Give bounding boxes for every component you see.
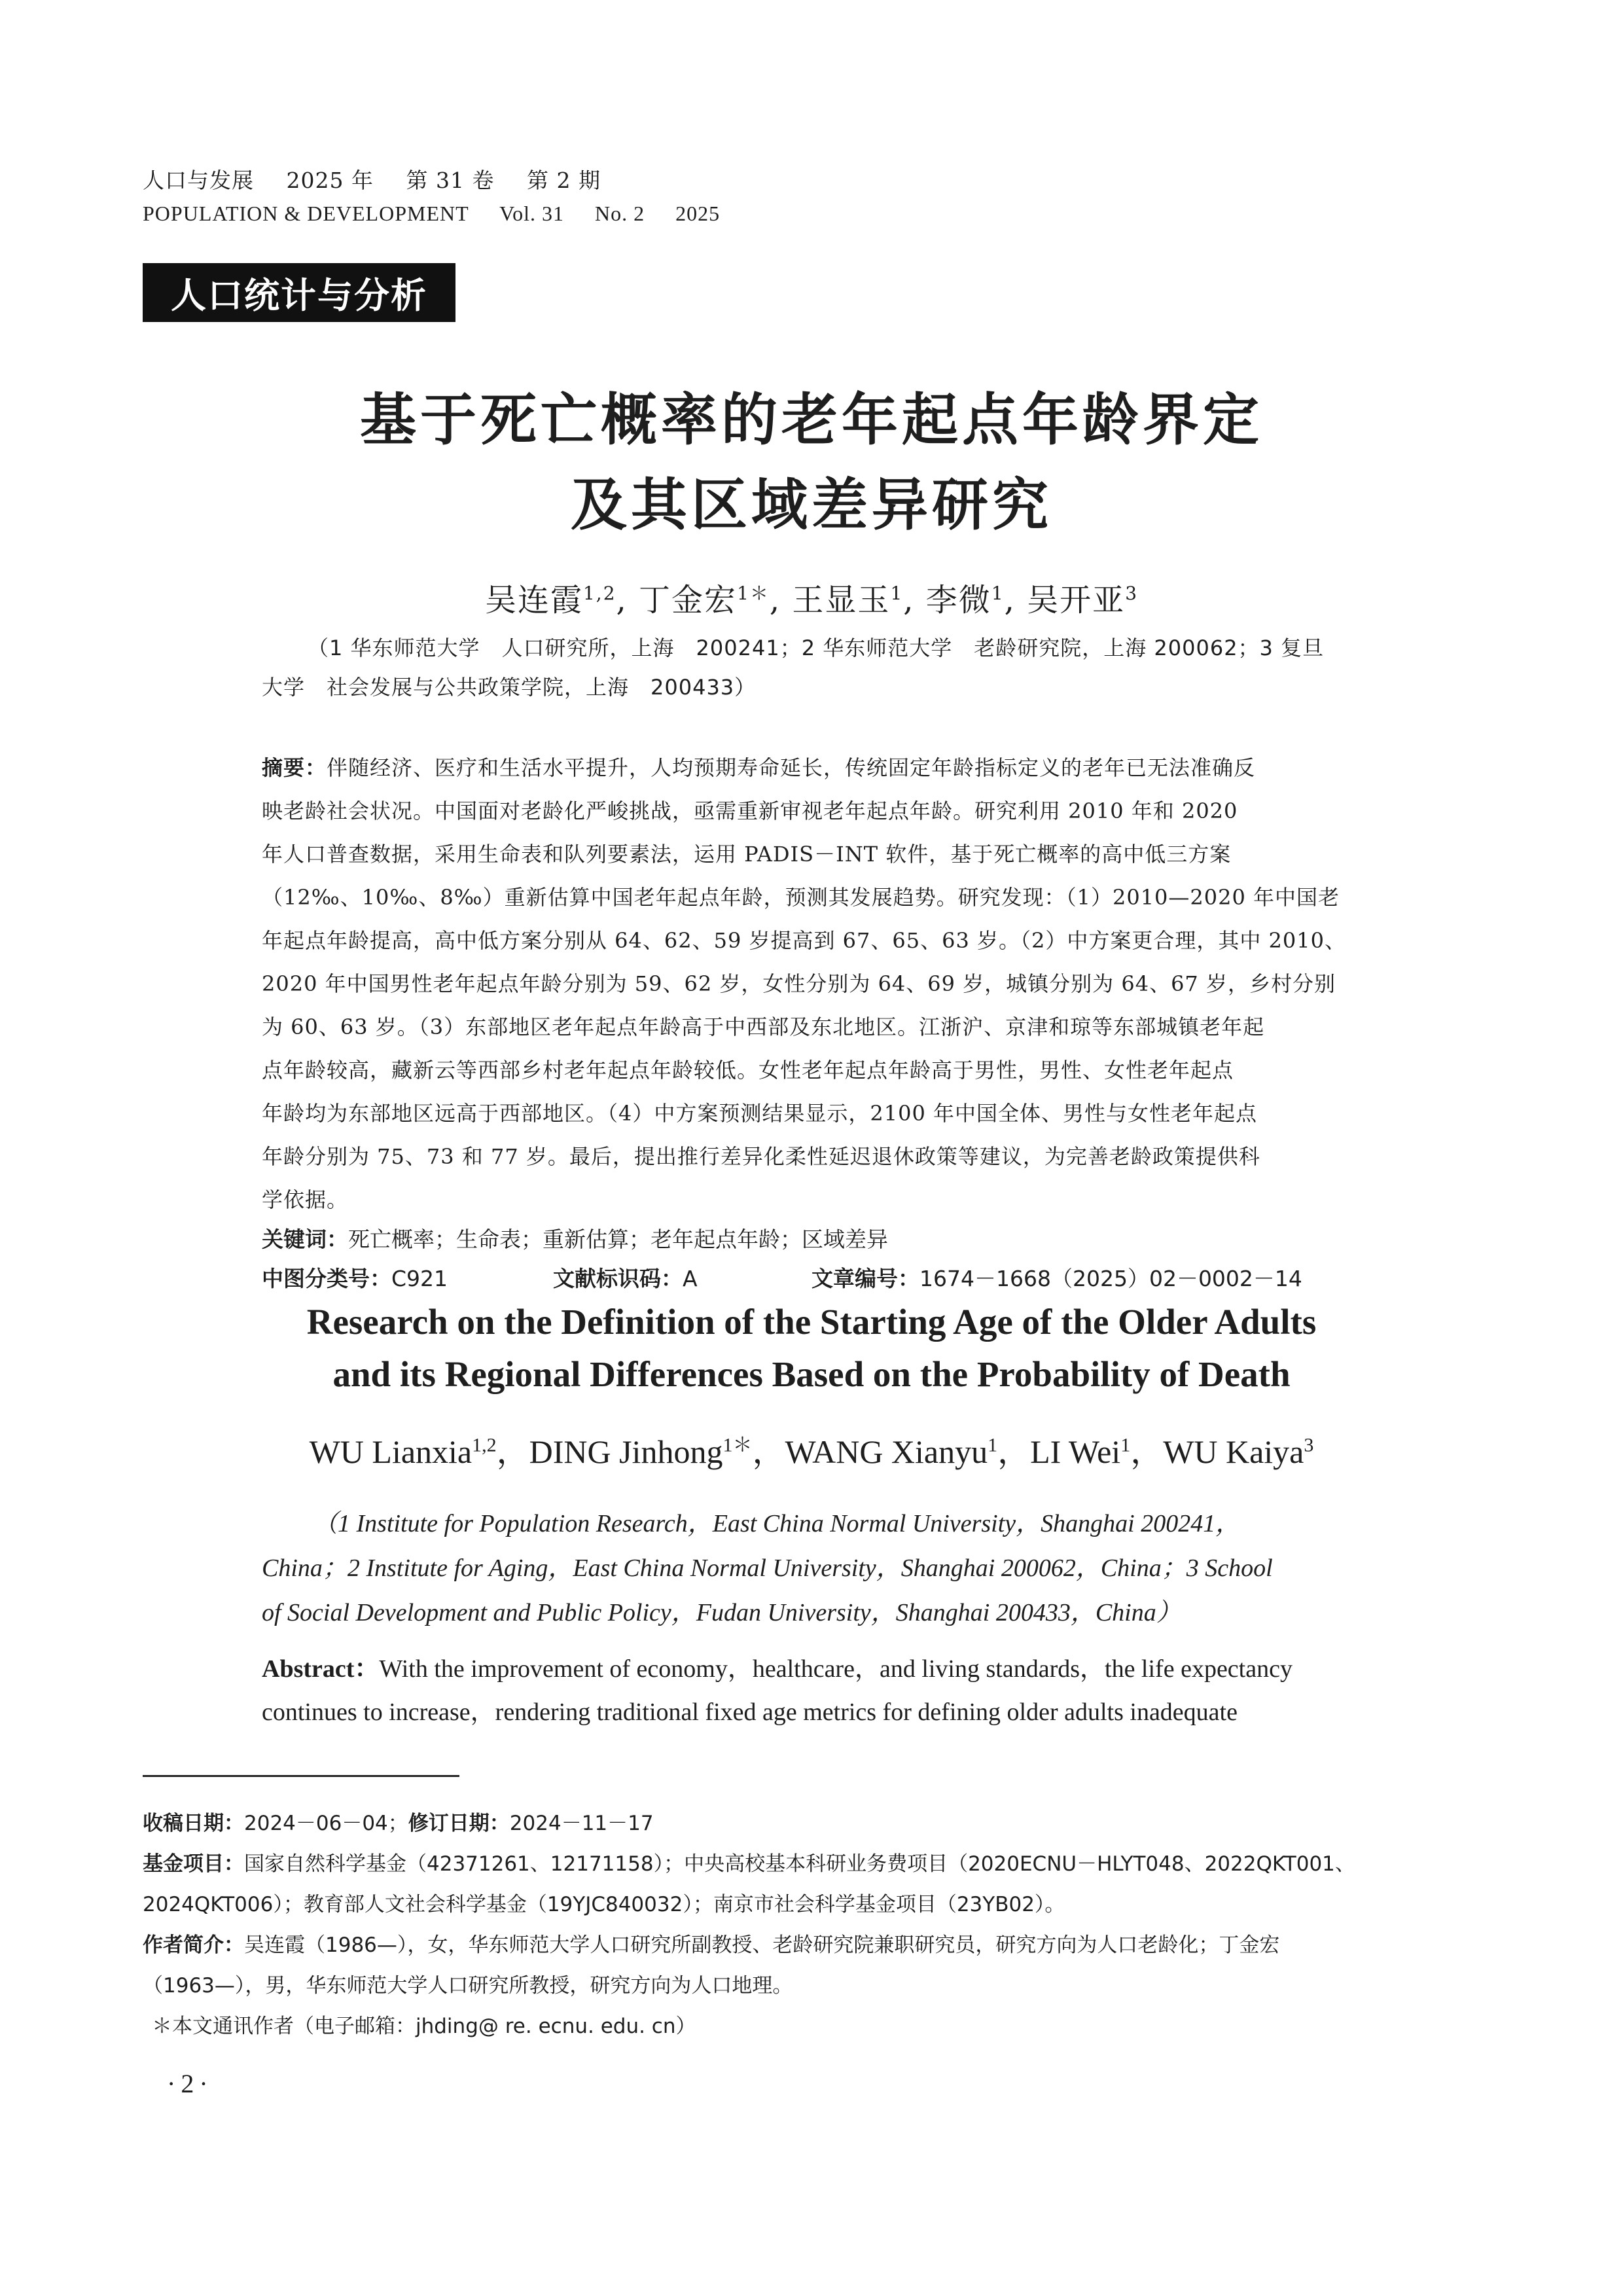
footnote-fund-line1: 基金项目：国家自然科学基金（42371261、12171158）；中央高校基本科研业务费项目（2020ECNU－HLYT048、2022QKT001、 bbox=[143, 1852, 1355, 1876]
title-en-line1: Research on the Definition of the Starting Age of the Older Adults bbox=[306, 1302, 1317, 1342]
abstract-cn-line: 点年龄较高，藏新云等西部乡村老年起点年龄较低。女性老年起点年龄高于男性，男性、女性老年起点 bbox=[262, 1058, 1234, 1083]
journal-year-en: 2025 bbox=[675, 202, 721, 225]
journal-year-cn: 2025 年 bbox=[286, 168, 374, 193]
abstract-en-label: Abstract： bbox=[262, 1655, 380, 1683]
journal-volume-en: Vol. 31 bbox=[499, 202, 564, 225]
abstract-cn-line: 学依据。 bbox=[262, 1187, 349, 1212]
author-en: WU Lianxia$^{1,2}$， bbox=[309, 1433, 529, 1470]
abstract-cn-label: 摘要： bbox=[262, 755, 327, 780]
classification-article-number: 文章编号：1674－1668（2025）02－0002－14 bbox=[812, 1266, 1302, 1291]
affiliation-en-line3: of Social Development and Public Policy，Fudan University，Shanghai 200433，China） bbox=[262, 1599, 1181, 1626]
keywords-cn bbox=[262, 1223, 888, 1253]
footnote-corresponding: ＊本文通讯作者（电子邮箱：jhding@ re. ecnu. edu. cn） bbox=[152, 2015, 696, 2038]
author-en: WANG Xianyu$^1$， bbox=[785, 1433, 1031, 1470]
abstract-en-line2: continues to increase，rendering traditional fixed age metrics for defining older adults inadequate bbox=[262, 1698, 1238, 1726]
footnote-dates: 收稿日期：2024－06－04；修订日期：2024－11－17 bbox=[143, 1812, 654, 1835]
journal-name-en: POPULATION & DEVELOPMENT bbox=[143, 202, 469, 225]
author-cn: 王显玉$^1$, bbox=[792, 582, 915, 619]
abstract-cn-line: 2020 年中国男性老年起点年龄分别为 59、62 岁，女性分别为 64、69 岁，城镇分别为 64、67 岁，乡村分别 bbox=[262, 971, 1336, 996]
abstract-cn-line: 映老龄社会状况。中国面对老龄化严峻挑战，亟需重新审视老年起点年龄。研究利用 2010 年和 2020 bbox=[262, 798, 1238, 823]
affiliation-en-line1: （1 Institute for Population Research，East China Normal University，Shanghai 200241， bbox=[313, 1510, 1241, 1537]
author-en: LI Wei$^1$， bbox=[1030, 1433, 1164, 1470]
journal-header-en bbox=[143, 202, 745, 226]
journal-volume-cn: 第 31 卷 bbox=[406, 168, 495, 193]
abstract-en-line1: Abstract：With the improvement of economy，healthcare，and living standards，the life expectancy bbox=[262, 1655, 1293, 1683]
classification-doc-code: 文献标识码：A bbox=[553, 1266, 698, 1291]
author-cn: 吴开亚$^3$ bbox=[1027, 582, 1139, 619]
footnote-bio-line2: （1963—），男，华东师范大学人口研究所教授，研究方向为人口地理。 bbox=[143, 1974, 793, 1998]
abstract-cn-line: 年起点年龄提高，高中低方案分别从 64、62、59 岁提高到 67、65、63 岁。（2）中方案更合理，其中 2010、 bbox=[262, 928, 1346, 953]
abstract-cn-line: 年龄分别为 75、73 和 77 岁。最后，提出推行差异化柔性延迟退休政策等建议，为完善老龄政策提供科 bbox=[262, 1144, 1260, 1169]
footnote-bio-line1: 作者简介：吴连霞（1986—），女，华东师范大学人口研究所副教授、老龄研究院兼职研究员，研究方向为人口老龄化；丁金宏 bbox=[143, 1933, 1280, 1957]
affiliation-cn-line2: 大学 社会发展与公共政策学院，上海 200433） bbox=[262, 675, 757, 700]
authors-en bbox=[0, 1426, 1623, 1473]
journal-issue-en: No. 2 bbox=[594, 202, 645, 225]
author-cn: 吴连霞$^{1,2}$, bbox=[484, 582, 628, 619]
author-cn: 李微$^1$, bbox=[925, 582, 1016, 619]
affiliation-en-line2: China；2 Institute for Aging，East China Normal University，Shanghai 200062，China；3 School bbox=[262, 1554, 1273, 1582]
author-cn: 丁金宏$^{1*}$, bbox=[639, 582, 781, 619]
abstract-cn-line: 为 60、63 岁。（3）东部地区老年起点年龄高于中西部及东北地区。江浙沪、京津和琼等东部城镇老年起 bbox=[262, 1014, 1265, 1039]
keywords-cn-text: 死亡概率；生命表；重新估算；老年起点年龄；区域差异 bbox=[348, 1227, 888, 1252]
journal-header-cn bbox=[143, 164, 626, 194]
title-cn-line2: 及其区域差异研究 bbox=[571, 473, 1052, 538]
footnote-fund-line2: 2024QKT006）；教育部人文社会科学基金（19YJC840032）；南京市社会科学基金项目（23YB02）。 bbox=[143, 1893, 1065, 1916]
title-cn-line1: 基于死亡概率的老年起点年龄界定 bbox=[360, 387, 1263, 453]
abstract-cn-line: 年人口普查数据，采用生命表和队列要素法，运用 PADIS－INT 软件，基于死亡概率的高中低三方案 bbox=[262, 842, 1232, 867]
author-en: WU Kaiya$^3$ bbox=[1163, 1433, 1314, 1470]
page-number: ·2· bbox=[167, 2069, 213, 2098]
abstract-cn-line: 年龄均为东部地区远高于西部地区。（4）中方案预测结果显示，2100 年中国全体、男性与女性老年起点 bbox=[262, 1101, 1257, 1126]
section-tag: 人口统计与分析 bbox=[143, 263, 455, 322]
author-en: DING Jinhong$^{1*}$， bbox=[529, 1433, 785, 1470]
authors-cn bbox=[0, 575, 1623, 620]
affiliation-cn-line1: （1 华东师范大学 人口研究所，上海 200241；2 华东师范大学 老龄研究院，上海 200062；3 复旦 bbox=[308, 636, 1325, 660]
classification-clc: 中图分类号：C921 bbox=[262, 1266, 448, 1291]
abstract-cn-line: 摘要：伴随经济、医疗和生活水平提升，人均预期寿命延长，传统固定年龄指标定义的老年已无法准确反 bbox=[262, 755, 1256, 780]
title-en-line2: and its Regional Differences Based on the Probability of Death bbox=[332, 1354, 1291, 1394]
footnote-divider bbox=[143, 1775, 459, 1777]
keywords-cn-label: 关键词： bbox=[262, 1227, 348, 1252]
journal-name-cn: 人口与发展 bbox=[143, 168, 254, 193]
journal-issue-cn: 第 2 期 bbox=[526, 168, 601, 193]
abstract-cn-line: （12‰、10‰、8‰）重新估算中国老年起点年龄，预测其发展趋势。研究发现：（1）2010—2020 年中国老 bbox=[262, 885, 1340, 910]
